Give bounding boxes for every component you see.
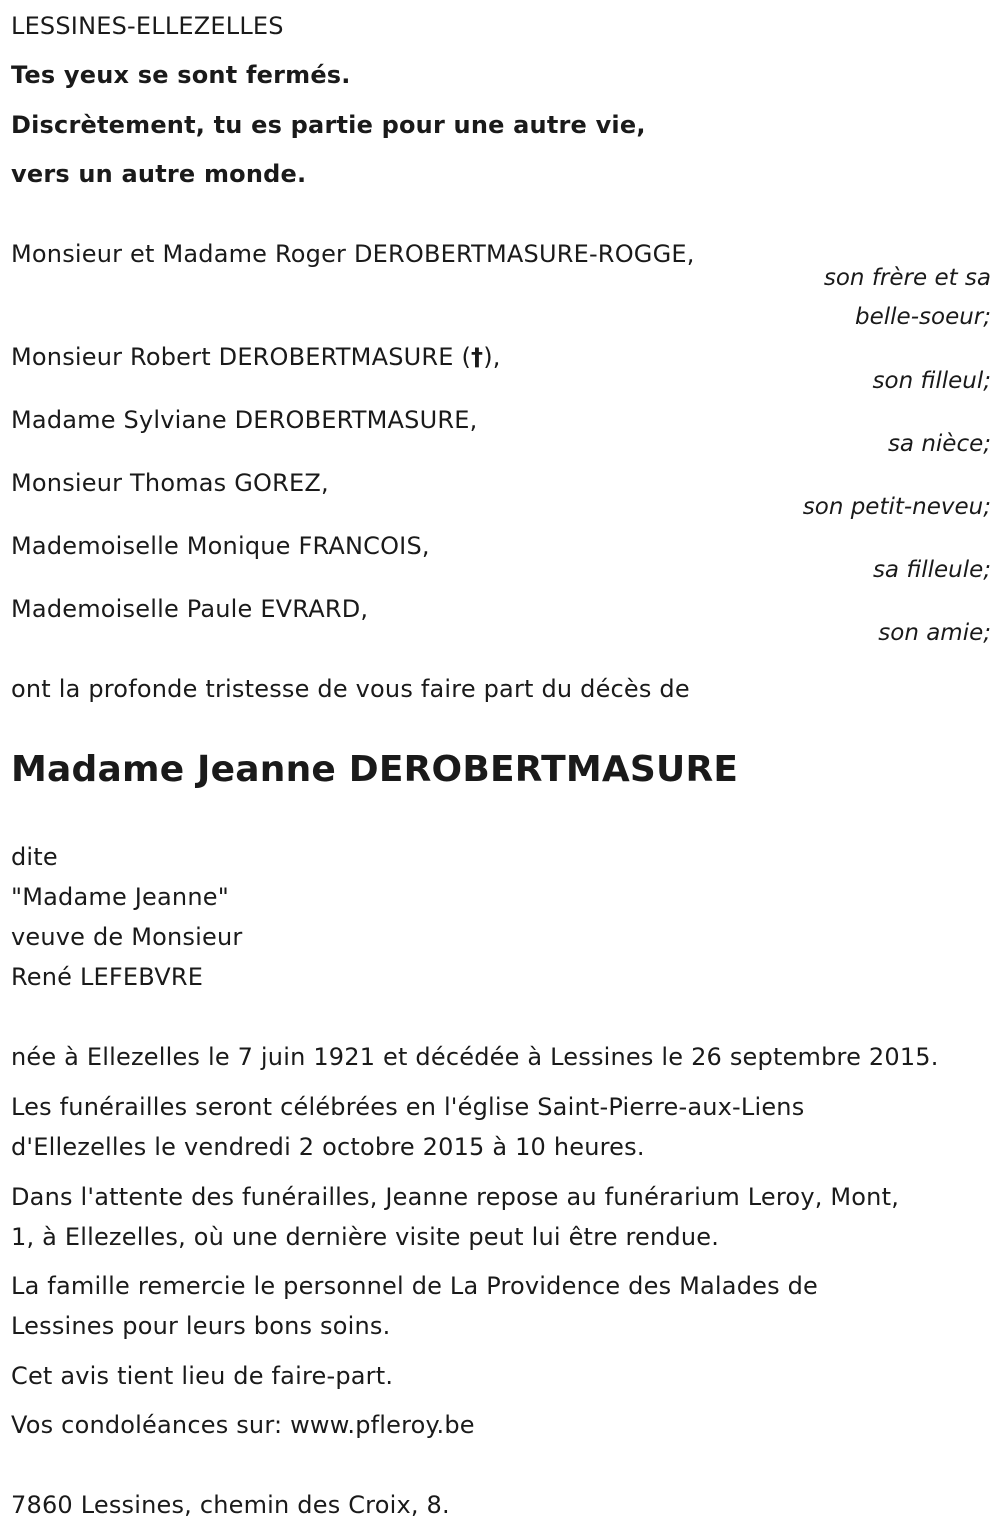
notice-text: Cet avis tient lieu de faire-part. [11,1362,394,1390]
family-member-name: Madame Sylviane DEROBERTMASURE, [11,406,478,434]
family-member-name: Mademoiselle Paule EVRARD, [11,595,369,623]
family-member-name: Monsieur et Madame Roger DEROBERTMASURE-ROGGE, [11,240,695,268]
funeral-text: d'Ellezelles le vendredi 2 octobre 2015 à 10 heures. [11,1133,645,1161]
family-member-relation: belle-soeur; [855,304,991,330]
family-member-relation: son amie; [878,620,991,646]
alias-line: René LEFEBVRE [11,963,204,991]
thanks-text: Lessines pour leurs bons soins. [11,1312,391,1340]
poem-line-1: Tes yeux se sont fermés. [11,61,351,89]
location-heading: LESSINES-ELLEZELLES [11,12,284,40]
deceased-name: Madame Jeanne DEROBERTMASURE [11,749,739,790]
poem-line-3: vers un autre monde. [11,160,307,188]
visitation-text: 1, à Ellezelles, où une dernière visite peut lui être rendue. [11,1223,720,1251]
funeral-text: Les funérailles seront célébrées en l'église Saint-Pierre-aux-Liens [11,1093,805,1121]
cross-symbol: † [471,343,484,371]
family-member-relation: sa filleule; [872,557,991,583]
alias-line: dite [11,843,58,871]
address-text: 7860 Lessines, chemin des Croix, 8. [11,1491,450,1519]
poem-line-2: Discrètement, tu es partie pour une autre vie, [11,111,646,139]
family-member-name: Monsieur Thomas GOREZ, [11,469,329,497]
alias-line: veuve de Monsieur [11,923,243,951]
family-member-relation: son filleul; [872,368,991,394]
thanks-text: La famille remercie le personnel de La Providence des Malades de [11,1272,819,1300]
birth-death-text: née à Ellezelles le 7 juin 1921 et décédée à Lessines le 26 septembre 2015. [11,1043,939,1071]
family-member-relation: sa nièce; [887,431,991,457]
condolences-text: Vos condoléances sur: www.pfleroy.be [11,1411,475,1439]
family-member-relation: son petit-neveu; [802,494,991,520]
family-member-name: Mademoiselle Monique FRANCOIS, [11,532,430,560]
alias-line: "Madame Jeanne" [11,883,229,911]
announcement-text: ont la profonde tristesse de vous faire part du décès de [11,675,690,703]
family-member-name: Monsieur Robert DEROBERTMASURE (†), [11,343,501,371]
visitation-text: Dans l'attente des funérailles, Jeanne repose au funérarium Leroy, Mont, [11,1183,900,1211]
family-member-relation: son frère et sa [823,265,991,291]
